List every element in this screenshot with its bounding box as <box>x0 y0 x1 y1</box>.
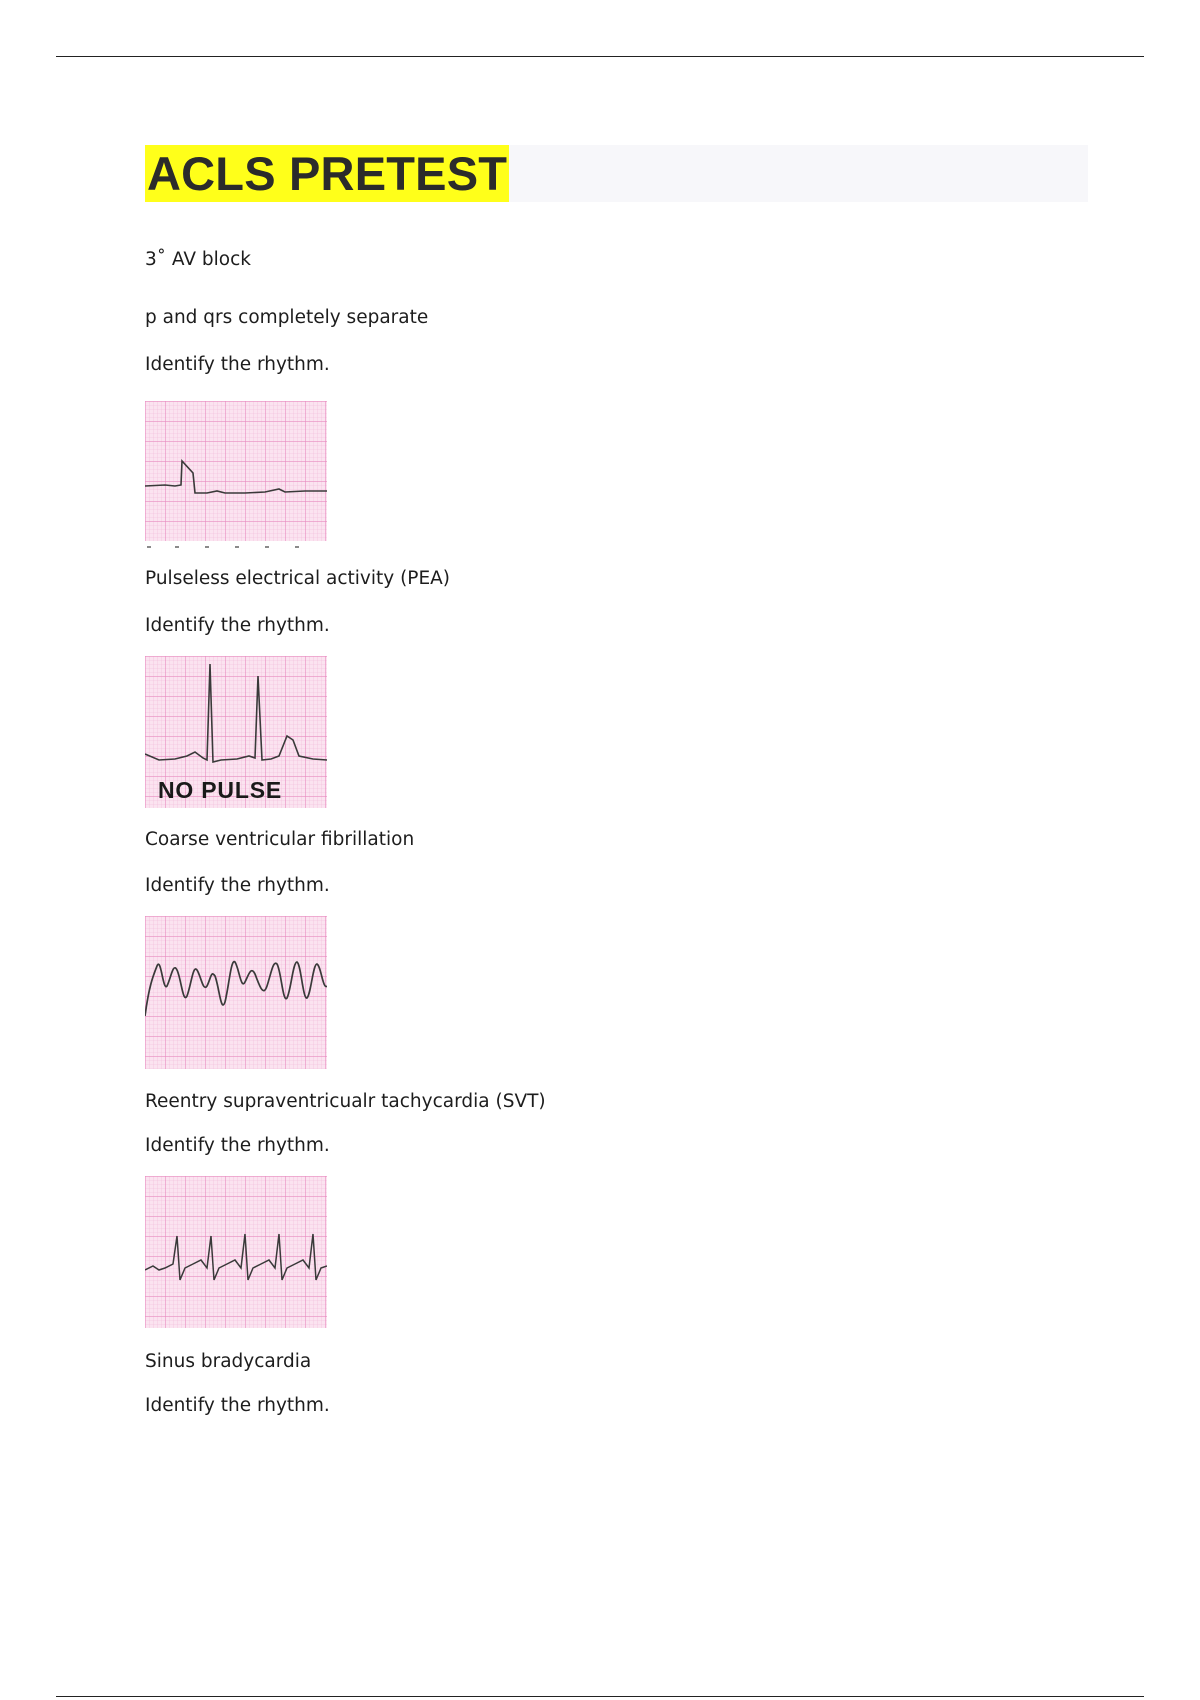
ecg-strip-4-graphic <box>145 1176 327 1328</box>
ecg-strip-1-graphic <box>145 401 327 549</box>
ecg-strip-image <box>145 656 327 808</box>
paragraph: Identify the rhythm. <box>145 1395 330 1416</box>
paragraph: Sinus bradycardia <box>145 1351 312 1372</box>
paragraph: Identify the rhythm. <box>145 875 330 896</box>
header-rule <box>56 56 1144 57</box>
paragraph: Pulseless electrical activity (PEA) <box>145 568 451 589</box>
ecg-strip-image <box>145 401 327 549</box>
paragraph: Coarse ventricular fibrillation <box>145 829 415 850</box>
footer-rule <box>56 1696 1144 1697</box>
ecg-strip-image <box>145 916 327 1069</box>
ecg-strip-3-graphic <box>145 916 327 1069</box>
paragraph: 3˚ AV block <box>145 249 251 270</box>
paragraph: Identify the rhythm. <box>145 615 330 636</box>
paragraph: Identify the rhythm. <box>145 1135 330 1156</box>
ecg-strip-image <box>145 1176 327 1328</box>
paragraph: p and qrs completely separate <box>145 307 429 328</box>
no-pulse-label: NO PULSE <box>158 777 282 803</box>
paragraph: Reentry supraventricualr tachycardia (SVT) <box>145 1091 546 1112</box>
page-title: ACLS PRETEST <box>147 147 508 200</box>
ecg-strip-2-graphic <box>145 656 327 808</box>
paragraph: Identify the rhythm. <box>145 354 330 375</box>
